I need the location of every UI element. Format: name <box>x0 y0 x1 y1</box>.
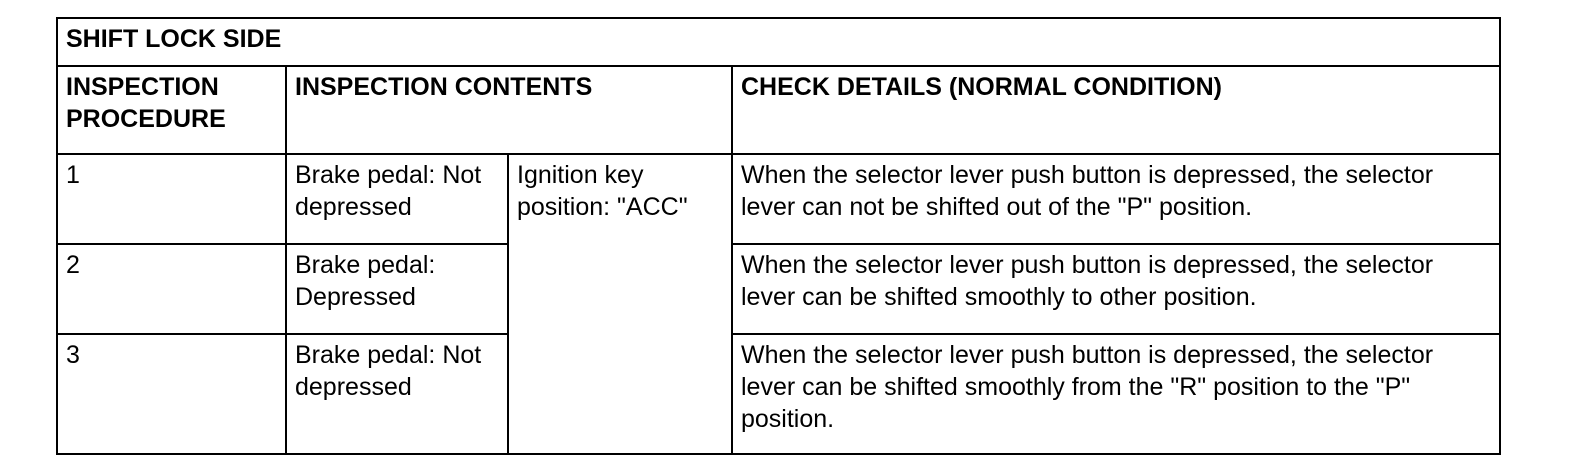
brake-pedal-condition: Brake pedal: Not depressed <box>286 334 508 454</box>
procedure-number: 3 <box>57 334 286 454</box>
header-inspection-contents: INSPECTION CONTENTS <box>286 66 732 154</box>
brake-pedal-condition: Brake pedal: Depressed <box>286 244 508 334</box>
section-title: SHIFT LOCK SIDE <box>57 18 1500 66</box>
table-row <box>57 154 1500 244</box>
procedure-number: 1 <box>57 154 286 244</box>
check-details: When the selector lever push button is depressed, the selector lever can not be shifted out of the "P" position. <box>732 154 1500 244</box>
shift-lock-inspection-table <box>56 17 1501 455</box>
ignition-key-condition: Ignition key position: "ACC" <box>508 154 732 454</box>
check-details: When the selector lever push button is depressed, the selector lever can be shifted smoothly to other position. <box>732 244 1500 334</box>
header-inspection-procedure: INSPECTION PROCEDURE <box>57 66 286 154</box>
header-check-details: CHECK DETAILS (NORMAL CONDITION) <box>732 66 1500 154</box>
table-row <box>57 244 1500 334</box>
check-details: When the selector lever push button is depressed, the selector lever can be shifted smoothly from the "R" position to the "P" position. <box>732 334 1500 454</box>
procedure-number: 2 <box>57 244 286 334</box>
table-title-row <box>57 18 1500 66</box>
column-header-row <box>57 66 1500 154</box>
brake-pedal-condition: Brake pedal: Not depressed <box>286 154 508 244</box>
table-row <box>57 334 1500 454</box>
